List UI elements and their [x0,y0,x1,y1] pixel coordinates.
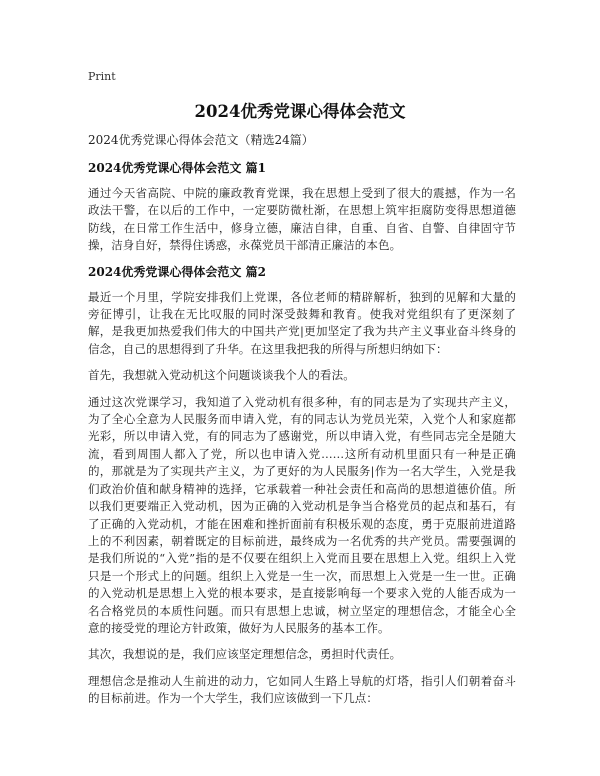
section-2-paragraph-1: 最近一个月里，学院安排我们上党课，各位老师的精辟解析，独到的见解和大量的旁征博引，让我在无比叹服的同时深受鼓舞和教育。使我对党组织有了更深刻了解，是我更加热爱我们伟大的中国共产党|更加坚定了我为共产主义事业奋斗终身的信念，自己的思想得到了升华。在这里我把我的所得与所想归纳如下： [88,289,516,356]
section-2-paragraph-3: 通过这次党课学习，我知道了入党动机有很多种，有的同志是为了实现共产主义，为了全心全意为人民服务而申请入党，有的同志认为党员光荣，入党个人和家庭都光彩，所以申请入党，有的同志为了感谢党，所以申请入党，有些同志完全是随大流，看到周围人都入了党，所以也申请入党……这所有动机里面只有一种是正确的，那就是为了实现共产主义，为了更好的为人民服务|作为一名大学生，入党是我们政治价值和献身精神的选择，它承载着一种社会责任和高尚的思想道德价值。所以我们更要端正入党动机，因为正确的入党动机是争当合格党员的起点和基石，有了正确的入党动机，才能在困难和挫折面前有积极乐观的态度，勇于克服前进道路上的不利因素，朝着既定的目标前进，最终成为一名优秀的共产党员。需要强调的是我们所说的“入党”指的是不仅要在组织上入党而且要在思想上入党。组织上入党只是一个形式上的问题。组织上入党是一生一次，而思想上入党是一生一世。正确的入党动机是思想上入党的根本要求，是直接影响每一个要求入党的人能否成为一名合格党员的本质性问题。而只有思想上忠诚，树立坚定的理想信念，才能全心全意的接受党的理论方针政策，做好为人民服务的基本工作。 [88,394,516,635]
section-2-paragraph-5: 理想信念是推动人生前进的动力，它如同人生路上导航的灯塔，指引人们朝着奋斗的目标前进。作为一个大学生，我们应该做到一下几点： [88,673,516,706]
document-body [88,132,516,717]
print-label[interactable]: Print [88,70,116,83]
document-subtitle: 2024优秀党课心得体会范文（精选24篇） [88,133,314,147]
section-heading-1: 2024优秀党课心得体会范文 篇1 [88,161,266,175]
section-1-paragraph-1: 通过今天省高院、中院的廉政教育党课，我在思想上受到了很大的震撼，作为一名政法干警，在以后的工作中，一定要防微杜渐，在思想上筑牢拒腐防变得思想道德防线，在日常工作生活中，修身立德，廉洁自律，自重、自省、自警、自律固守节操，洁身自好，禁得住诱惑，永葆党员干部清正廉洁的本色。 [88,186,516,253]
page-title: 2024优秀党课心得体会范文 [194,102,406,121]
section-heading-2: 2024优秀党课心得体会范文 篇2 [88,264,266,279]
section-2-paragraph-4: 其次，我想说的是，我们应该坚定理想信念，勇担时代责任。 [88,647,402,662]
section-2-paragraph-2: 首先，我想就入党动机这个问题谈谈我个人的看法。 [88,368,355,383]
